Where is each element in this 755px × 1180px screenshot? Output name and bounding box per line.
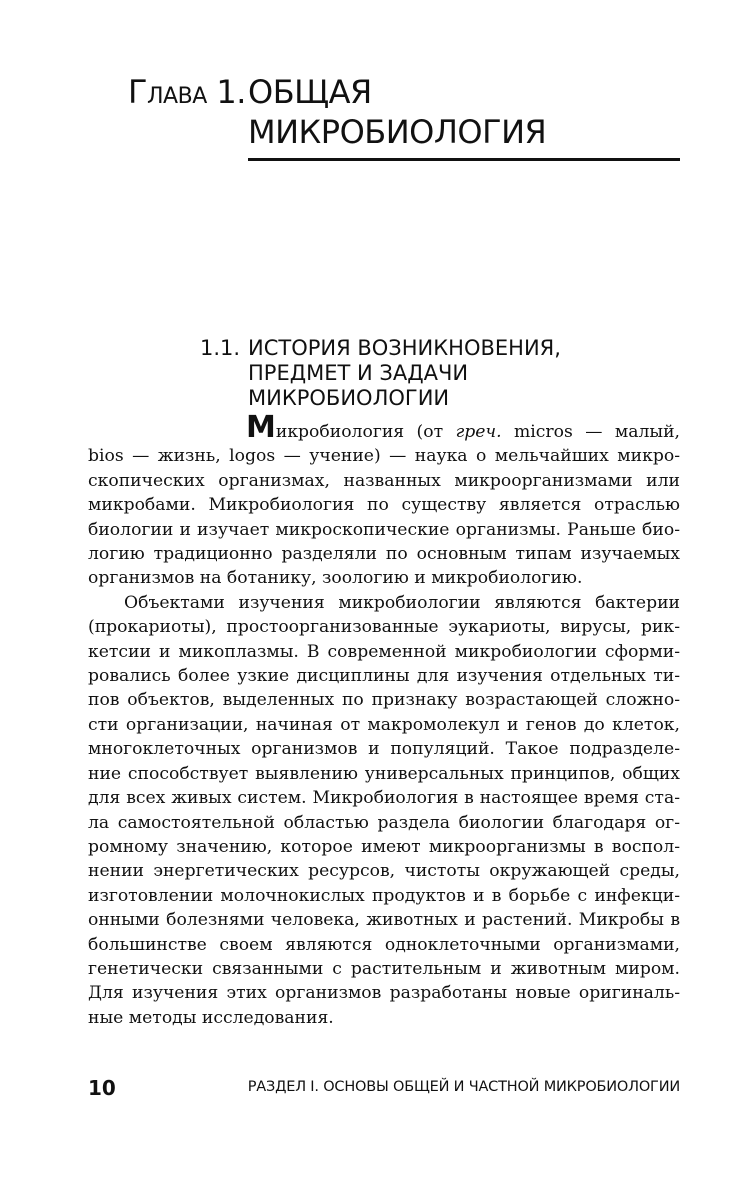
paragraph-1-text-a: икробиология (от (275, 422, 456, 442)
section-number: 1.1. (200, 336, 241, 360)
paragraph-2: Объектами изучения микробиологии являются бактерии (прокариоты), простоорганизованные эукариоты, вирусы, риккетсии и микоплазмы. В современной микробиологии сформировались более узкие дисциплины для изучения отдельных типов объектов, выделенных по признаку возрастающей сложности организации, начиная от макромолекул и генов до клеток, многоклеточных организмов и популяций. Такое подразделение способствует выявлению универсальных принципов, общих для всех живых систем. Микробиология в настоящее время стала самостоятельной областью раздела биологии благодаря огромному значению, которое имеют микроорганизмы в восполнении энергетических ресурсов, чистоты окружающей среды, изготовлении молочнокислых продуктов и в борьбе с инфекционными болезнями человека, животных и растений. Микробы в большинстве своем являются одноклеточными организмами, генетически связанными с растительным и животным миром. Для изучения этих организмов разработаны новые оригинальные методы исследования. (88, 592, 680, 1028)
section-title-line1: ИСТОРИЯ ВОЗНИКНОВЕНИЯ, (248, 336, 561, 360)
chapter-title-line1: ОБЩАЯ (248, 73, 372, 111)
running-title: РАЗДЕЛ I. ОСНОВЫ ОБЩЕЙ И ЧАСТНОЙ МИКРОБИОЛОГИИ (247, 1079, 680, 1095)
section-title-line3: МИКРОБИОЛОГИИ (248, 386, 450, 410)
body-text (88, 410, 680, 1030)
chapter-label: Глава 1. (128, 73, 246, 111)
page-number: 10 (88, 1076, 116, 1100)
chapter-divider (248, 158, 680, 161)
paragraph-1 (88, 410, 680, 591)
paragraph-1-text-b: micros — малый, bios — жизнь, logos — учение) — наука о мельчайших микроскопических организмах, названных микроорганизмами или микробами. Микробиология по существу является отраслью биологии и изучает микроскопические организмы. Раньше биологию традиционно разделяли по основным типам изучаемых организмов на ботанику, зоологию и микробиологию. (88, 422, 680, 589)
section-heading (200, 336, 561, 411)
paragraph-1-italic: греч. (455, 422, 502, 442)
section-title-line2: ПРЕДМЕТ И ЗАДАЧИ (248, 361, 469, 385)
drop-cap: М (246, 410, 276, 445)
chapter-heading (128, 72, 546, 152)
chapter-title-line2: МИКРОБИОЛОГИЯ (248, 113, 547, 151)
